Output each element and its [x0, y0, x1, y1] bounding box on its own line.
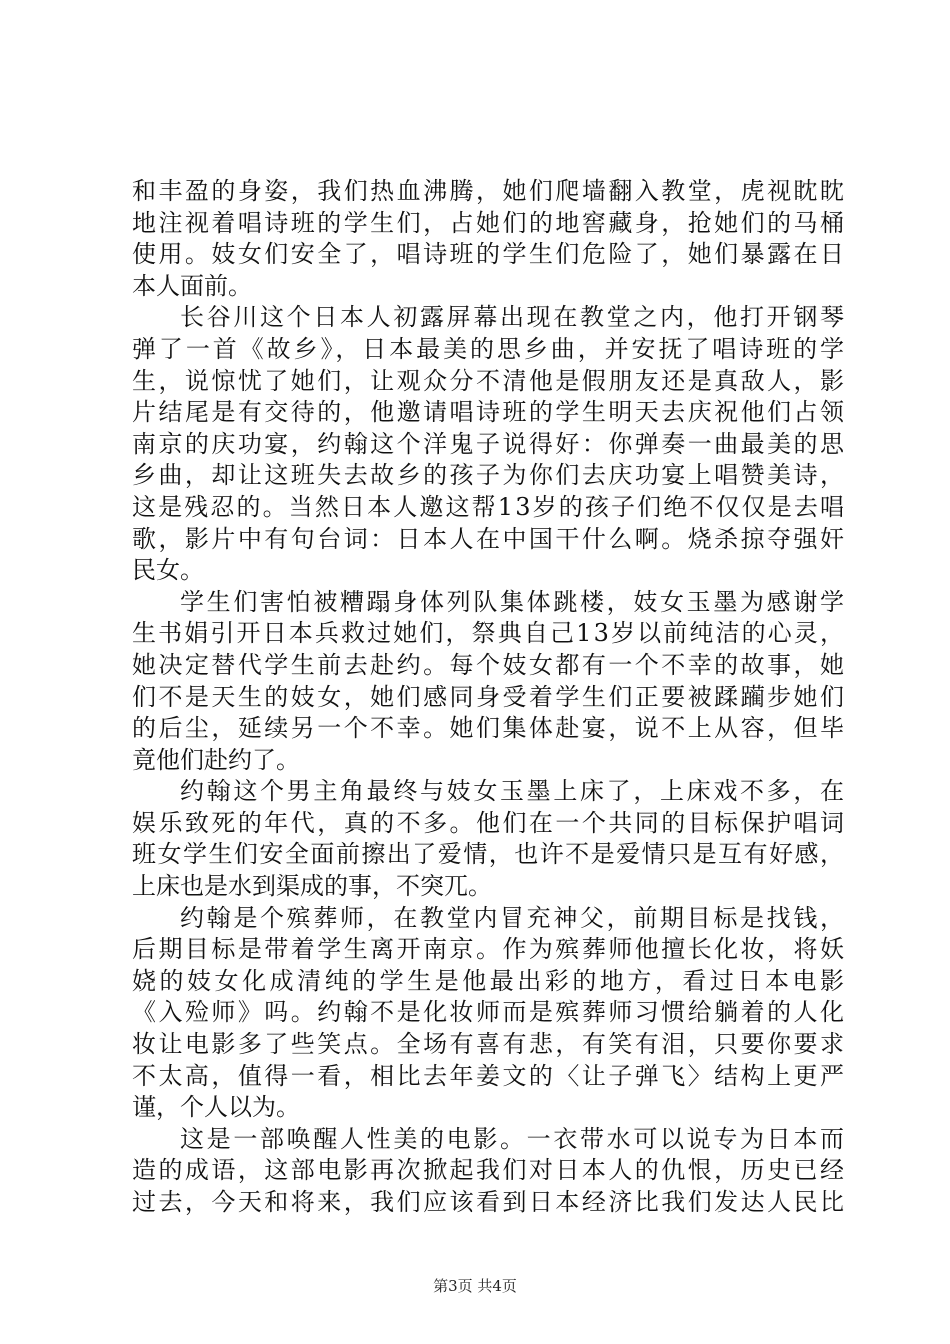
text-line: 谨，个人以为。 [132, 1093, 300, 1122]
text-line: 的后尘，延续另一个不幸。她们集体赴宴，说不上从容，但毕 [132, 714, 847, 743]
document-body [132, 176, 848, 1219]
text-line: 片结尾是有交待的，他邀请唱诗班的学生明天去庆祝他们占领 [132, 398, 847, 427]
text-line: 歌，影片中有句台词：日本人在中国干什么啊。烧杀掠夺强奸 [132, 524, 847, 553]
text-line: 娆的妓女化成清纯的学生是他最出彩的地方，看过日本电影 [132, 966, 848, 995]
text-line: 这是残忍的。当然日本人邀这帮13岁的孩子们绝不仅仅是去唱 [132, 492, 847, 521]
page-footer: 第3页 共4页 [433, 1277, 517, 1295]
text-line: 竟他们赴约了。 [132, 745, 300, 774]
text-line: 娱乐致死的年代，真的不多。他们在一个共同的目标保护唱词 [132, 808, 847, 837]
text-line: 生，说惊忧了她们，让观众分不清他是假朋友还是真敌人，影 [132, 366, 847, 395]
text-line: 学生们害怕被糟蹋身体列队集体跳楼，妓女玉墨为感谢学 [180, 587, 847, 616]
text-line: 班女学生们安全面前擦出了爱情，也许不是爱情只是互有好感， [132, 840, 846, 869]
text-line: 约翰是个殡葬师，在教堂内冒充神父，前期目标是找钱， [180, 903, 847, 932]
text-line: 造的成语，这部电影再次掀起我们对日本人的仇恨，历史已经 [132, 1156, 847, 1185]
text-line: 和丰盈的身姿，我们热血沸腾，她们爬墙翻入教堂，虎视眈眈 [132, 177, 847, 205]
text-line: 民女。 [132, 556, 204, 585]
text-line: 妆让电影多了些笑点。全场有喜有悲，有笑有泪，只要你要求 [132, 1030, 847, 1059]
text-line: 这是一部唤醒人性美的电影。一衣带水可以说专为日本而 [180, 1124, 847, 1153]
text-line: 们不是天生的妓女，她们感同身受着学生们正要被蹂躏步她们 [132, 682, 847, 711]
text-line: 弹了一首《故乡》，日本最美的思乡曲，并安抚了唱诗班的学 [132, 334, 847, 363]
text-line: 她决定替代学生前去赴约。每个妓女都有一个不幸的故事，她 [132, 650, 847, 679]
text-line: 本人面前。 [132, 271, 252, 300]
text-line: 过去，今天和将来，我们应该看到日本经济比我们发达人民比 [132, 1188, 847, 1216]
text-line: 约翰这个男主角最终与妓女玉墨上床了，上床戏不多，在 [180, 777, 847, 806]
text-line: 后期目标是带着学生离开南京。作为殡葬师他擅长化妆，将妖 [132, 935, 847, 964]
text-line: 《入殓师》吗。约翰不是化妆师而是殡葬师习惯给躺着的人化 [132, 998, 847, 1027]
text-line: 长谷川这个日本人初露屏幕出现在教堂之内，他打开钢琴 [180, 303, 847, 332]
text-line: 不太高，值得一看，相比去年姜文的〈让子弹飞〉结构上更严 [132, 1061, 847, 1090]
text-line: 乡曲，却让这班失去故乡的孩子为你们去庆功宴上唱赞美诗， [132, 461, 847, 490]
text-line: 使用。妓女们安全了，唱诗班的学生们危险了，她们暴露在日 [132, 240, 847, 269]
text-line: 生书娟引开日本兵救过她们，祭典自己13岁以前纯洁的心灵， [132, 619, 847, 648]
text-line: 上床也是水到渠成的事，不突兀。 [132, 872, 492, 901]
text-line: 地注视着唱诗班的学生们，占她们的地窖藏身，抢她们的马桶 [132, 208, 847, 237]
text-line: 南京的庆功宴，约翰这个洋鬼子说得好：你弹奏一曲最美的思 [132, 429, 847, 458]
